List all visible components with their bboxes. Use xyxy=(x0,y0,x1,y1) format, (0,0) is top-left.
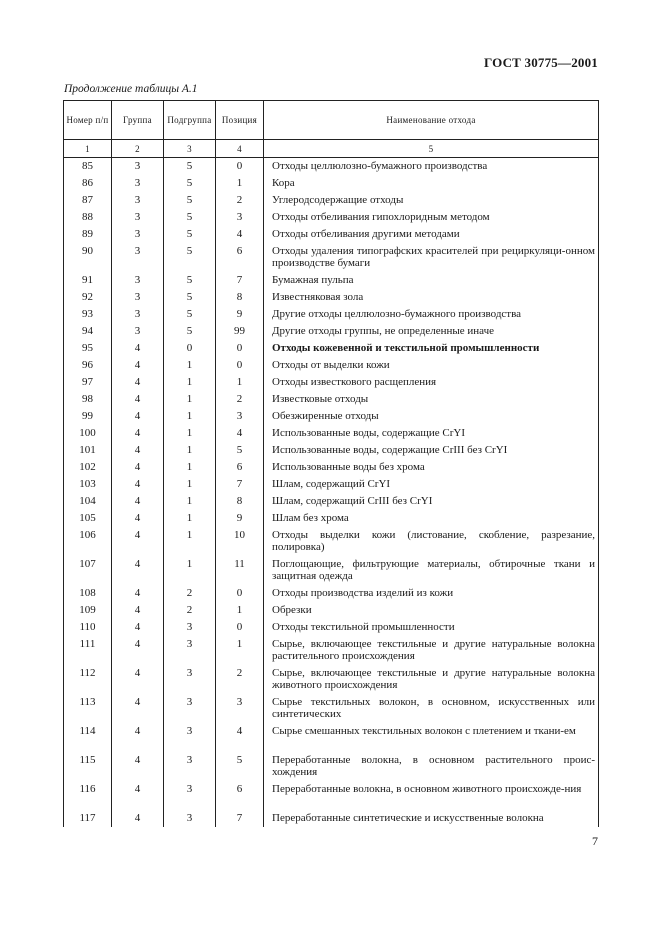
row-position: 2 xyxy=(216,665,264,694)
row-number: 94 xyxy=(64,323,112,340)
row-waste-name: Отходы выделки кожи (листование, скобление, разрезание, полировка) xyxy=(264,527,599,556)
row-position: 5 xyxy=(216,752,264,781)
row-number: 90 xyxy=(64,243,112,272)
table-row xyxy=(64,619,599,636)
row-position: 2 xyxy=(216,192,264,209)
row-waste-name: Отходы отбеливания гипохлоридным методом xyxy=(264,209,599,226)
row-group: 4 xyxy=(112,527,164,556)
row-number: 104 xyxy=(64,493,112,510)
row-position: 0 xyxy=(216,357,264,374)
row-position: 8 xyxy=(216,493,264,510)
table-row xyxy=(64,752,599,781)
row-group: 4 xyxy=(112,425,164,442)
row-waste-name: Поглощающие, фильтрующие материалы, обтирочные ткани и защитная одежда xyxy=(264,556,599,585)
row-subgroup: 1 xyxy=(164,527,216,556)
row-subgroup: 1 xyxy=(164,556,216,585)
row-number: 103 xyxy=(64,476,112,493)
row-waste-name: Отходы известкового расщепления xyxy=(264,374,599,391)
row-group: 3 xyxy=(112,289,164,306)
row-group: 4 xyxy=(112,810,164,827)
row-subgroup: 1 xyxy=(164,425,216,442)
row-waste-name: Отходы текстильной промышленности xyxy=(264,619,599,636)
row-waste-name: Использованные воды без хрома xyxy=(264,459,599,476)
row-subgroup: 3 xyxy=(164,723,216,752)
row-waste-name: Переработанные синтетические и искусственные волокна xyxy=(264,810,599,827)
table-row xyxy=(64,665,599,694)
table-row xyxy=(64,527,599,556)
row-waste-name: Отходы кожевенной и текстильной промышленности xyxy=(264,340,599,357)
row-waste-name: Шлам, содержащий CrIII без CrYI xyxy=(264,493,599,510)
col-header-name: Наименование отхода xyxy=(264,101,599,140)
row-waste-name: Известковые отходы xyxy=(264,391,599,408)
waste-table xyxy=(63,100,598,827)
col-number-5: 5 xyxy=(264,140,599,158)
row-group: 4 xyxy=(112,556,164,585)
row-subgroup: 5 xyxy=(164,272,216,289)
row-group: 4 xyxy=(112,585,164,602)
table-row xyxy=(64,192,599,209)
row-group: 3 xyxy=(112,192,164,209)
row-waste-name: Сырье смешанных текстильных волокон с плетением и ткани-ем xyxy=(264,723,599,752)
row-number: 117 xyxy=(64,810,112,827)
row-subgroup: 5 xyxy=(164,289,216,306)
row-position: 6 xyxy=(216,781,264,810)
row-number: 105 xyxy=(64,510,112,527)
row-subgroup: 3 xyxy=(164,781,216,810)
table-row xyxy=(64,243,599,272)
row-subgroup: 5 xyxy=(164,192,216,209)
row-group: 3 xyxy=(112,272,164,289)
row-subgroup: 3 xyxy=(164,636,216,665)
row-number: 113 xyxy=(64,694,112,723)
row-number: 111 xyxy=(64,636,112,665)
row-waste-name: Другие отходы группы, не определенные иначе xyxy=(264,323,599,340)
row-number: 109 xyxy=(64,602,112,619)
row-number: 98 xyxy=(64,391,112,408)
row-group: 4 xyxy=(112,694,164,723)
row-subgroup: 2 xyxy=(164,602,216,619)
row-number: 89 xyxy=(64,226,112,243)
row-position: 4 xyxy=(216,723,264,752)
row-subgroup: 1 xyxy=(164,510,216,527)
row-group: 4 xyxy=(112,476,164,493)
row-position: 9 xyxy=(216,306,264,323)
row-group: 4 xyxy=(112,636,164,665)
row-number: 102 xyxy=(64,459,112,476)
row-position: 1 xyxy=(216,636,264,665)
table-row xyxy=(64,374,599,391)
row-waste-name: Отходы целлюлозно-бумажного производства xyxy=(264,158,599,176)
row-position: 3 xyxy=(216,209,264,226)
row-group: 3 xyxy=(112,323,164,340)
table-row xyxy=(64,323,599,340)
row-subgroup: 5 xyxy=(164,175,216,192)
row-subgroup: 5 xyxy=(164,226,216,243)
row-subgroup: 1 xyxy=(164,459,216,476)
table-row xyxy=(64,357,599,374)
table-row xyxy=(64,694,599,723)
row-number: 110 xyxy=(64,619,112,636)
table-row xyxy=(64,209,599,226)
row-position: 8 xyxy=(216,289,264,306)
row-group: 3 xyxy=(112,209,164,226)
col-number-2: 2 xyxy=(112,140,164,158)
row-position: 4 xyxy=(216,425,264,442)
row-subgroup: 3 xyxy=(164,752,216,781)
row-position: 6 xyxy=(216,243,264,272)
row-subgroup: 3 xyxy=(164,665,216,694)
row-number: 91 xyxy=(64,272,112,289)
table-row xyxy=(64,810,599,827)
row-waste-name: Переработанные волокна, в основном растительного проис-хождения xyxy=(264,752,599,781)
row-group: 4 xyxy=(112,357,164,374)
row-waste-name: Отходы производства изделий из кожи xyxy=(264,585,599,602)
row-waste-name: Отходы отбеливания другими методами xyxy=(264,226,599,243)
row-waste-name: Использованные воды, содержащие CrIII без CrYI xyxy=(264,442,599,459)
row-group: 4 xyxy=(112,374,164,391)
table-row xyxy=(64,556,599,585)
row-number: 93 xyxy=(64,306,112,323)
row-group: 4 xyxy=(112,619,164,636)
row-position: 10 xyxy=(216,527,264,556)
row-group: 4 xyxy=(112,665,164,694)
row-waste-name: Обезжиренные отходы xyxy=(264,408,599,425)
table-row xyxy=(64,391,599,408)
row-number: 99 xyxy=(64,408,112,425)
col-number-4: 4 xyxy=(216,140,264,158)
col-header-group: Группа xyxy=(112,101,164,140)
row-position: 11 xyxy=(216,556,264,585)
table-row xyxy=(64,425,599,442)
table-row xyxy=(64,408,599,425)
table-row xyxy=(64,175,599,192)
table-row xyxy=(64,602,599,619)
row-waste-name: Сырье текстильных волокон, в основном, искусственных или синтетических xyxy=(264,694,599,723)
row-group: 4 xyxy=(112,781,164,810)
row-waste-name: Шлам без хрома xyxy=(264,510,599,527)
row-position: 6 xyxy=(216,459,264,476)
table-row xyxy=(64,493,599,510)
row-number: 101 xyxy=(64,442,112,459)
row-subgroup: 5 xyxy=(164,158,216,176)
row-number: 116 xyxy=(64,781,112,810)
row-position: 7 xyxy=(216,476,264,493)
row-subgroup: 1 xyxy=(164,391,216,408)
row-waste-name: Обрезки xyxy=(264,602,599,619)
table-row xyxy=(64,636,599,665)
table-body xyxy=(64,158,599,828)
row-waste-name: Известняковая зола xyxy=(264,289,599,306)
row-position: 1 xyxy=(216,374,264,391)
row-group: 4 xyxy=(112,510,164,527)
col-number-3: 3 xyxy=(164,140,216,158)
col-header-subgroup: Подгруппа xyxy=(164,101,216,140)
row-waste-name: Сырье, включающее текстильные и другие натуральные волокна животного происхождения xyxy=(264,665,599,694)
row-subgroup: 3 xyxy=(164,810,216,827)
row-group: 3 xyxy=(112,243,164,272)
table-row xyxy=(64,289,599,306)
row-subgroup: 1 xyxy=(164,493,216,510)
row-waste-name: Шлам, содержащий CrYI xyxy=(264,476,599,493)
row-number: 88 xyxy=(64,209,112,226)
row-position: 3 xyxy=(216,408,264,425)
row-position: 0 xyxy=(216,585,264,602)
row-number: 86 xyxy=(64,175,112,192)
page-number: 7 xyxy=(592,834,598,848)
table-row xyxy=(64,585,599,602)
row-subgroup: 3 xyxy=(164,619,216,636)
standard-code: ГОСТ 30775—2001 xyxy=(483,55,598,70)
row-number: 115 xyxy=(64,752,112,781)
row-position: 9 xyxy=(216,510,264,527)
row-number: 107 xyxy=(64,556,112,585)
row-subgroup: 5 xyxy=(164,243,216,272)
row-position: 7 xyxy=(216,272,264,289)
row-waste-name: Другие отходы целлюлозно-бумажного производства xyxy=(264,306,599,323)
row-number: 95 xyxy=(64,340,112,357)
row-waste-name: Переработанные волокна, в основном животного происхожде-ния xyxy=(264,781,599,810)
row-position: 0 xyxy=(216,158,264,176)
table-row xyxy=(64,442,599,459)
row-group: 4 xyxy=(112,459,164,476)
table-row xyxy=(64,510,599,527)
row-position: 2 xyxy=(216,391,264,408)
row-number: 87 xyxy=(64,192,112,209)
table-row xyxy=(64,723,599,752)
row-number: 114 xyxy=(64,723,112,752)
col-number-1: 1 xyxy=(64,140,112,158)
row-number: 108 xyxy=(64,585,112,602)
row-position: 1 xyxy=(216,602,264,619)
row-subgroup: 1 xyxy=(164,408,216,425)
row-group: 4 xyxy=(112,602,164,619)
row-subgroup: 5 xyxy=(164,306,216,323)
table-row xyxy=(64,781,599,810)
row-number: 106 xyxy=(64,527,112,556)
row-position: 5 xyxy=(216,442,264,459)
row-group: 3 xyxy=(112,175,164,192)
row-number: 85 xyxy=(64,158,112,176)
row-waste-name: Бумажная пульпа xyxy=(264,272,599,289)
row-subgroup: 1 xyxy=(164,476,216,493)
row-group: 4 xyxy=(112,340,164,357)
row-group: 4 xyxy=(112,723,164,752)
row-subgroup: 2 xyxy=(164,585,216,602)
row-waste-name: Углеродсодержащие отходы xyxy=(264,192,599,209)
row-subgroup: 5 xyxy=(164,209,216,226)
row-number: 97 xyxy=(64,374,112,391)
row-waste-name: Кора xyxy=(264,175,599,192)
row-group: 3 xyxy=(112,158,164,176)
row-subgroup: 1 xyxy=(164,374,216,391)
col-header-number: Номер п/п xyxy=(64,101,112,140)
row-subgroup: 3 xyxy=(164,694,216,723)
row-number: 112 xyxy=(64,665,112,694)
row-waste-name: Отходы от выделки кожи xyxy=(264,357,599,374)
table-row xyxy=(64,340,599,357)
row-waste-name: Использованные воды, содержащие CrYI xyxy=(264,425,599,442)
table-row xyxy=(64,459,599,476)
row-subgroup: 0 xyxy=(164,340,216,357)
row-position: 7 xyxy=(216,810,264,827)
row-group: 4 xyxy=(112,493,164,510)
row-group: 4 xyxy=(112,442,164,459)
row-position: 99 xyxy=(216,323,264,340)
row-subgroup: 1 xyxy=(164,442,216,459)
row-position: 3 xyxy=(216,694,264,723)
row-position: 1 xyxy=(216,175,264,192)
table-row xyxy=(64,306,599,323)
table-row xyxy=(64,226,599,243)
row-group: 4 xyxy=(112,752,164,781)
row-group: 4 xyxy=(112,408,164,425)
row-group: 3 xyxy=(112,226,164,243)
table-row xyxy=(64,476,599,493)
table-row xyxy=(64,272,599,289)
table-caption: Продолжение таблицы А.1 xyxy=(64,83,198,95)
row-number: 96 xyxy=(64,357,112,374)
row-number: 92 xyxy=(64,289,112,306)
col-header-position: Позиция xyxy=(216,101,264,140)
row-number: 100 xyxy=(64,425,112,442)
table-row xyxy=(64,158,599,176)
row-group: 3 xyxy=(112,306,164,323)
row-position: 0 xyxy=(216,619,264,636)
row-waste-name: Отходы удаления типографских красителей при рециркуляци-онном производстве бумаги xyxy=(264,243,599,272)
row-position: 0 xyxy=(216,340,264,357)
row-subgroup: 1 xyxy=(164,357,216,374)
row-group: 4 xyxy=(112,391,164,408)
row-subgroup: 5 xyxy=(164,323,216,340)
row-position: 4 xyxy=(216,226,264,243)
row-waste-name: Сырье, включающее текстильные и другие натуральные волокна растительного происхождения xyxy=(264,636,599,665)
